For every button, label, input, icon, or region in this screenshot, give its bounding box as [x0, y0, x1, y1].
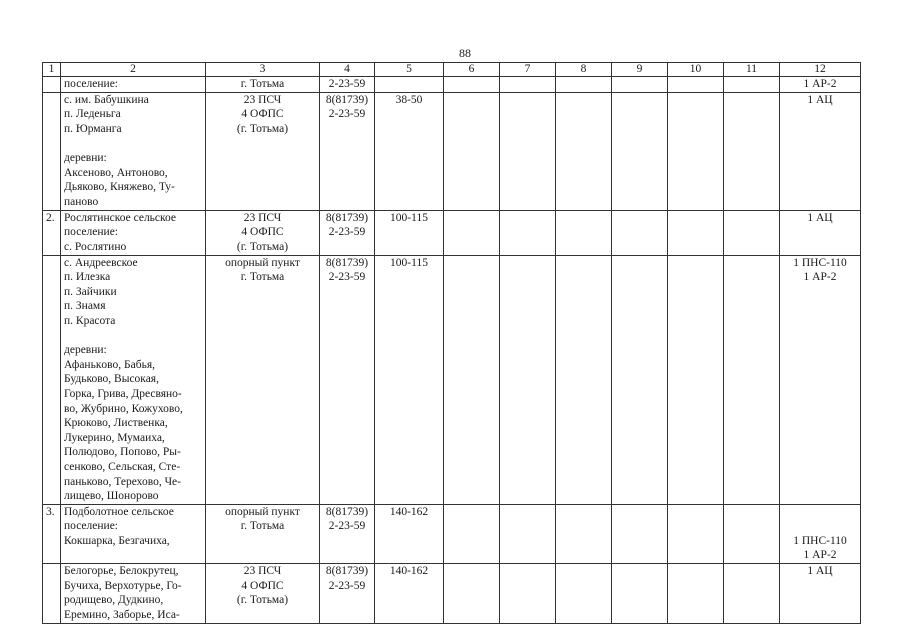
settlement-cell-line: п. Зайчики — [64, 285, 117, 298]
distance-cell-line: 38-50 — [395, 93, 423, 106]
distance-cell-line: 100-115 — [390, 256, 428, 269]
settlement-cell-line: паньково, Терехово, Че- — [64, 475, 181, 488]
empty-cell-col-7 — [500, 564, 556, 624]
settlement-cell-line: Будьково, Высокая, — [64, 373, 159, 386]
empty-cell-col-11 — [724, 504, 780, 563]
empty-cell-col-10 — [668, 92, 724, 210]
table-row — [43, 77, 861, 93]
column-header: 8 — [556, 63, 612, 77]
fire-unit-cell-line: 23 ПСЧ — [243, 93, 282, 106]
phone-cell-line: 2-23-59 — [328, 520, 366, 533]
fire-unit-cell-line: г. Тотьма — [240, 78, 285, 90]
empty-cell-col-8 — [556, 255, 612, 504]
column-header: 4 — [320, 63, 375, 77]
empty-cell-col-11 — [724, 210, 780, 255]
empty-cell-col-7 — [500, 504, 556, 563]
fire-unit-cell-line: опорный пункт — [225, 505, 300, 518]
empty-cell-col-9 — [612, 92, 668, 210]
empty-cell-col-7 — [500, 92, 556, 210]
settlement-cell-line: п. Знамя — [64, 300, 106, 313]
equipment-cell-line — [783, 505, 857, 520]
settlement-cell-line: п. Красота — [64, 314, 116, 327]
empty-cell-col-6 — [444, 255, 500, 504]
column-header: 10 — [668, 63, 724, 77]
equipment-cell-line: 1 АЦ — [807, 565, 833, 578]
settlement-cell-line: во, Жубрино, Кожухово, — [64, 402, 183, 415]
distance-cell-line: 140-162 — [389, 505, 429, 518]
equipment-cell-line: 1 ПНС-110 — [793, 256, 847, 269]
settlement-cell-line: Полюдово, Попово, Ры- — [64, 446, 181, 459]
distance-cell — [375, 255, 444, 504]
equipment-cell-line: 1 АР-2 — [803, 78, 837, 90]
empty-cell-col-6 — [444, 77, 500, 93]
equipment-cell-line: 1 АЦ — [807, 93, 833, 106]
column-header: 1 — [43, 63, 61, 77]
distance-cell — [375, 77, 444, 93]
fire-unit-cell-line: 4 ОФПС — [241, 226, 284, 239]
empty-cell-col-6 — [444, 504, 500, 563]
settlement-cell-line: п. Илезка — [64, 271, 111, 284]
phone-cell — [320, 564, 375, 624]
empty-cell-col-10 — [668, 210, 724, 255]
phone-cell-line: 8(81739) — [325, 256, 369, 269]
settlement-cell-line: п. Юрманга — [64, 122, 122, 135]
column-header: 3 — [206, 63, 320, 77]
distance-cell-line: 100-115 — [390, 211, 428, 224]
equipment-cell — [780, 92, 861, 210]
empty-cell-col-10 — [668, 504, 724, 563]
column-header: 6 — [444, 63, 500, 77]
settlement-cell-line: с. Андреевское — [64, 256, 138, 269]
column-header: 12 — [780, 63, 861, 77]
phone-cell-line: 2-23-59 — [328, 226, 366, 239]
equipment-cell-line: 1 АР-2 — [803, 271, 837, 284]
table-row — [43, 210, 861, 255]
distance-cell-line: 140-162 — [389, 565, 429, 578]
settlement-cell-line: паново — [64, 195, 99, 208]
empty-cell-col-9 — [612, 255, 668, 504]
settlement-cell-line: Афанькoво, Бабья, — [64, 358, 155, 371]
empty-cell-col-11 — [724, 77, 780, 93]
settlement-cell — [61, 92, 206, 210]
settlement-cell-line: деревни: — [64, 344, 107, 357]
phone-cell-line: 8(81739) — [325, 211, 369, 224]
fire-unit-cell — [206, 77, 320, 93]
empty-cell-col-8 — [556, 92, 612, 210]
fire-unit-cell-line: 4 ОФПС — [241, 579, 284, 592]
settlement-cell-line: Лукерино, Мумаиха, — [64, 431, 165, 444]
equipment-cell-line: 1 АЦ — [807, 211, 833, 224]
empty-cell-col-9 — [612, 77, 668, 93]
fire-unit-cell — [206, 92, 320, 210]
table-row — [43, 564, 861, 624]
row-number-cell — [43, 564, 61, 624]
empty-cell-col-6 — [444, 564, 500, 624]
equipment-cell-line: 1 ПНС-110 — [793, 534, 847, 547]
empty-cell-col-9 — [612, 564, 668, 624]
fire-unit-cell — [206, 255, 320, 504]
settlement-cell — [61, 255, 206, 504]
settlement-cell-line: родищево, Дудкино, — [64, 594, 164, 607]
row-number-cell — [43, 77, 61, 93]
fire-unit-cell-line: 23 ПСЧ — [243, 211, 282, 224]
empty-cell-col-11 — [724, 92, 780, 210]
settlement-cell — [61, 77, 206, 93]
fire-unit-cell — [206, 564, 320, 624]
phone-cell-line: 2-23-59 — [328, 579, 366, 592]
column-header: 2 — [61, 63, 206, 77]
empty-cell-col-8 — [556, 77, 612, 93]
settlement-cell-line: Белогорье, Белокрутец, — [64, 565, 179, 578]
equipment-cell-line — [783, 519, 857, 534]
phone-cell — [320, 77, 375, 93]
table-body — [43, 77, 861, 624]
table-row — [43, 504, 861, 563]
phone-cell — [320, 210, 375, 255]
equipment-cell-line: 1 АР-2 — [803, 549, 837, 562]
column-header: 9 — [612, 63, 668, 77]
distance-cell — [375, 564, 444, 624]
distance-cell — [375, 92, 444, 210]
phone-cell — [320, 255, 375, 504]
empty-cell-col-10 — [668, 77, 724, 93]
equipment-cell — [780, 255, 861, 504]
phone-cell-line: 8(81739) — [325, 565, 369, 578]
empty-cell-col-11 — [724, 255, 780, 504]
settlement-cell-line: Еремино, Заборье, Иса- — [64, 608, 180, 621]
settlements-table — [42, 62, 861, 624]
page-number: 88 — [459, 46, 471, 60]
fire-unit-cell — [206, 504, 320, 563]
phone-cell-line: 2-23-59 — [328, 108, 366, 121]
empty-cell-col-10 — [668, 255, 724, 504]
empty-cell-col-10 — [668, 564, 724, 624]
equipment-cell — [780, 77, 861, 93]
phone-cell-line: 2-23-59 — [328, 78, 366, 90]
column-header: 5 — [375, 63, 444, 77]
settlement-cell-line: лищево, Шонорово — [64, 490, 159, 503]
settlement-cell-line: Кокшарка, Безгачиха, — [64, 534, 170, 547]
empty-cell-col-7 — [500, 77, 556, 93]
phone-cell — [320, 504, 375, 563]
fire-unit-cell-line: 4 ОФПС — [241, 108, 284, 121]
distance-cell — [375, 504, 444, 563]
empty-cell-col-7 — [500, 255, 556, 504]
row-number-cell — [43, 92, 61, 210]
fire-unit-cell-line: (г. Тотьма) — [236, 122, 289, 135]
settlement-cell-line: Бучиха, Верхотурье, Го- — [64, 579, 182, 592]
settlement-cell-line: поселение: — [64, 520, 118, 533]
row-number-cell: 3. — [43, 504, 61, 563]
equipment-cell — [780, 210, 861, 255]
column-header: 7 — [500, 63, 556, 77]
settlement-cell-line: Подболотное сельское — [64, 505, 174, 518]
settlement-cell-line: с. им. Бабушкина — [64, 93, 149, 106]
settlement-cell-line: Дьяково, Княжево, Ту- — [64, 181, 175, 194]
settlement-cell-line: поселение: — [64, 78, 118, 90]
empty-cell-col-11 — [724, 564, 780, 624]
settlement-cell-line: Крюково, Лиственка, — [64, 417, 168, 430]
settlement-cell-line: поселение: — [64, 226, 118, 239]
phone-cell — [320, 92, 375, 210]
settlement-cell-line: сенково, Сельская, Сте- — [64, 460, 181, 473]
column-number-header — [43, 63, 861, 77]
equipment-cell — [780, 564, 861, 624]
settlement-cell-line — [64, 329, 202, 344]
empty-cell-col-6 — [444, 210, 500, 255]
fire-unit-cell-line: г. Тотьма — [240, 271, 285, 284]
empty-cell-col-6 — [444, 92, 500, 210]
row-number-cell — [43, 255, 61, 504]
settlement-cell-line: Горка, Грива, Дресвяно- — [64, 387, 182, 400]
phone-cell-line: 8(81739) — [325, 505, 369, 518]
settlement-cell-line — [64, 136, 202, 151]
fire-unit-cell-line: опорный пункт — [225, 256, 300, 269]
settlement-cell — [61, 564, 206, 624]
empty-cell-col-9 — [612, 210, 668, 255]
fire-unit-cell — [206, 210, 320, 255]
settlement-cell — [61, 504, 206, 563]
fire-unit-cell-line: 23 ПСЧ — [243, 565, 282, 578]
settlement-cell-line: с. Рослятино — [64, 240, 127, 253]
settlement-cell-line: деревни: — [64, 151, 107, 164]
empty-cell-col-8 — [556, 210, 612, 255]
settlement-cell-line: Аксеново, Антоново, — [64, 166, 168, 179]
fire-unit-cell-line: г. Тотьма — [240, 520, 285, 533]
phone-cell-line: 2-23-59 — [328, 271, 366, 284]
table-row — [43, 255, 861, 504]
fire-unit-cell-line: (г. Тотьма) — [236, 594, 289, 607]
settlement-cell-line: Рослятинское сельское — [64, 211, 177, 224]
equipment-cell — [780, 504, 861, 563]
empty-cell-col-9 — [612, 504, 668, 563]
empty-cell-col-7 — [500, 210, 556, 255]
empty-cell-col-8 — [556, 564, 612, 624]
settlement-cell — [61, 210, 206, 255]
column-header: 11 — [724, 63, 780, 77]
distance-cell — [375, 210, 444, 255]
phone-cell-line: 8(81739) — [325, 93, 369, 106]
fire-unit-cell-line: (г. Тотьма) — [236, 240, 289, 253]
table-row — [43, 92, 861, 210]
settlement-cell-line: п. Леденьга — [64, 108, 121, 121]
row-number-cell: 2. — [43, 210, 61, 255]
empty-cell-col-8 — [556, 504, 612, 563]
